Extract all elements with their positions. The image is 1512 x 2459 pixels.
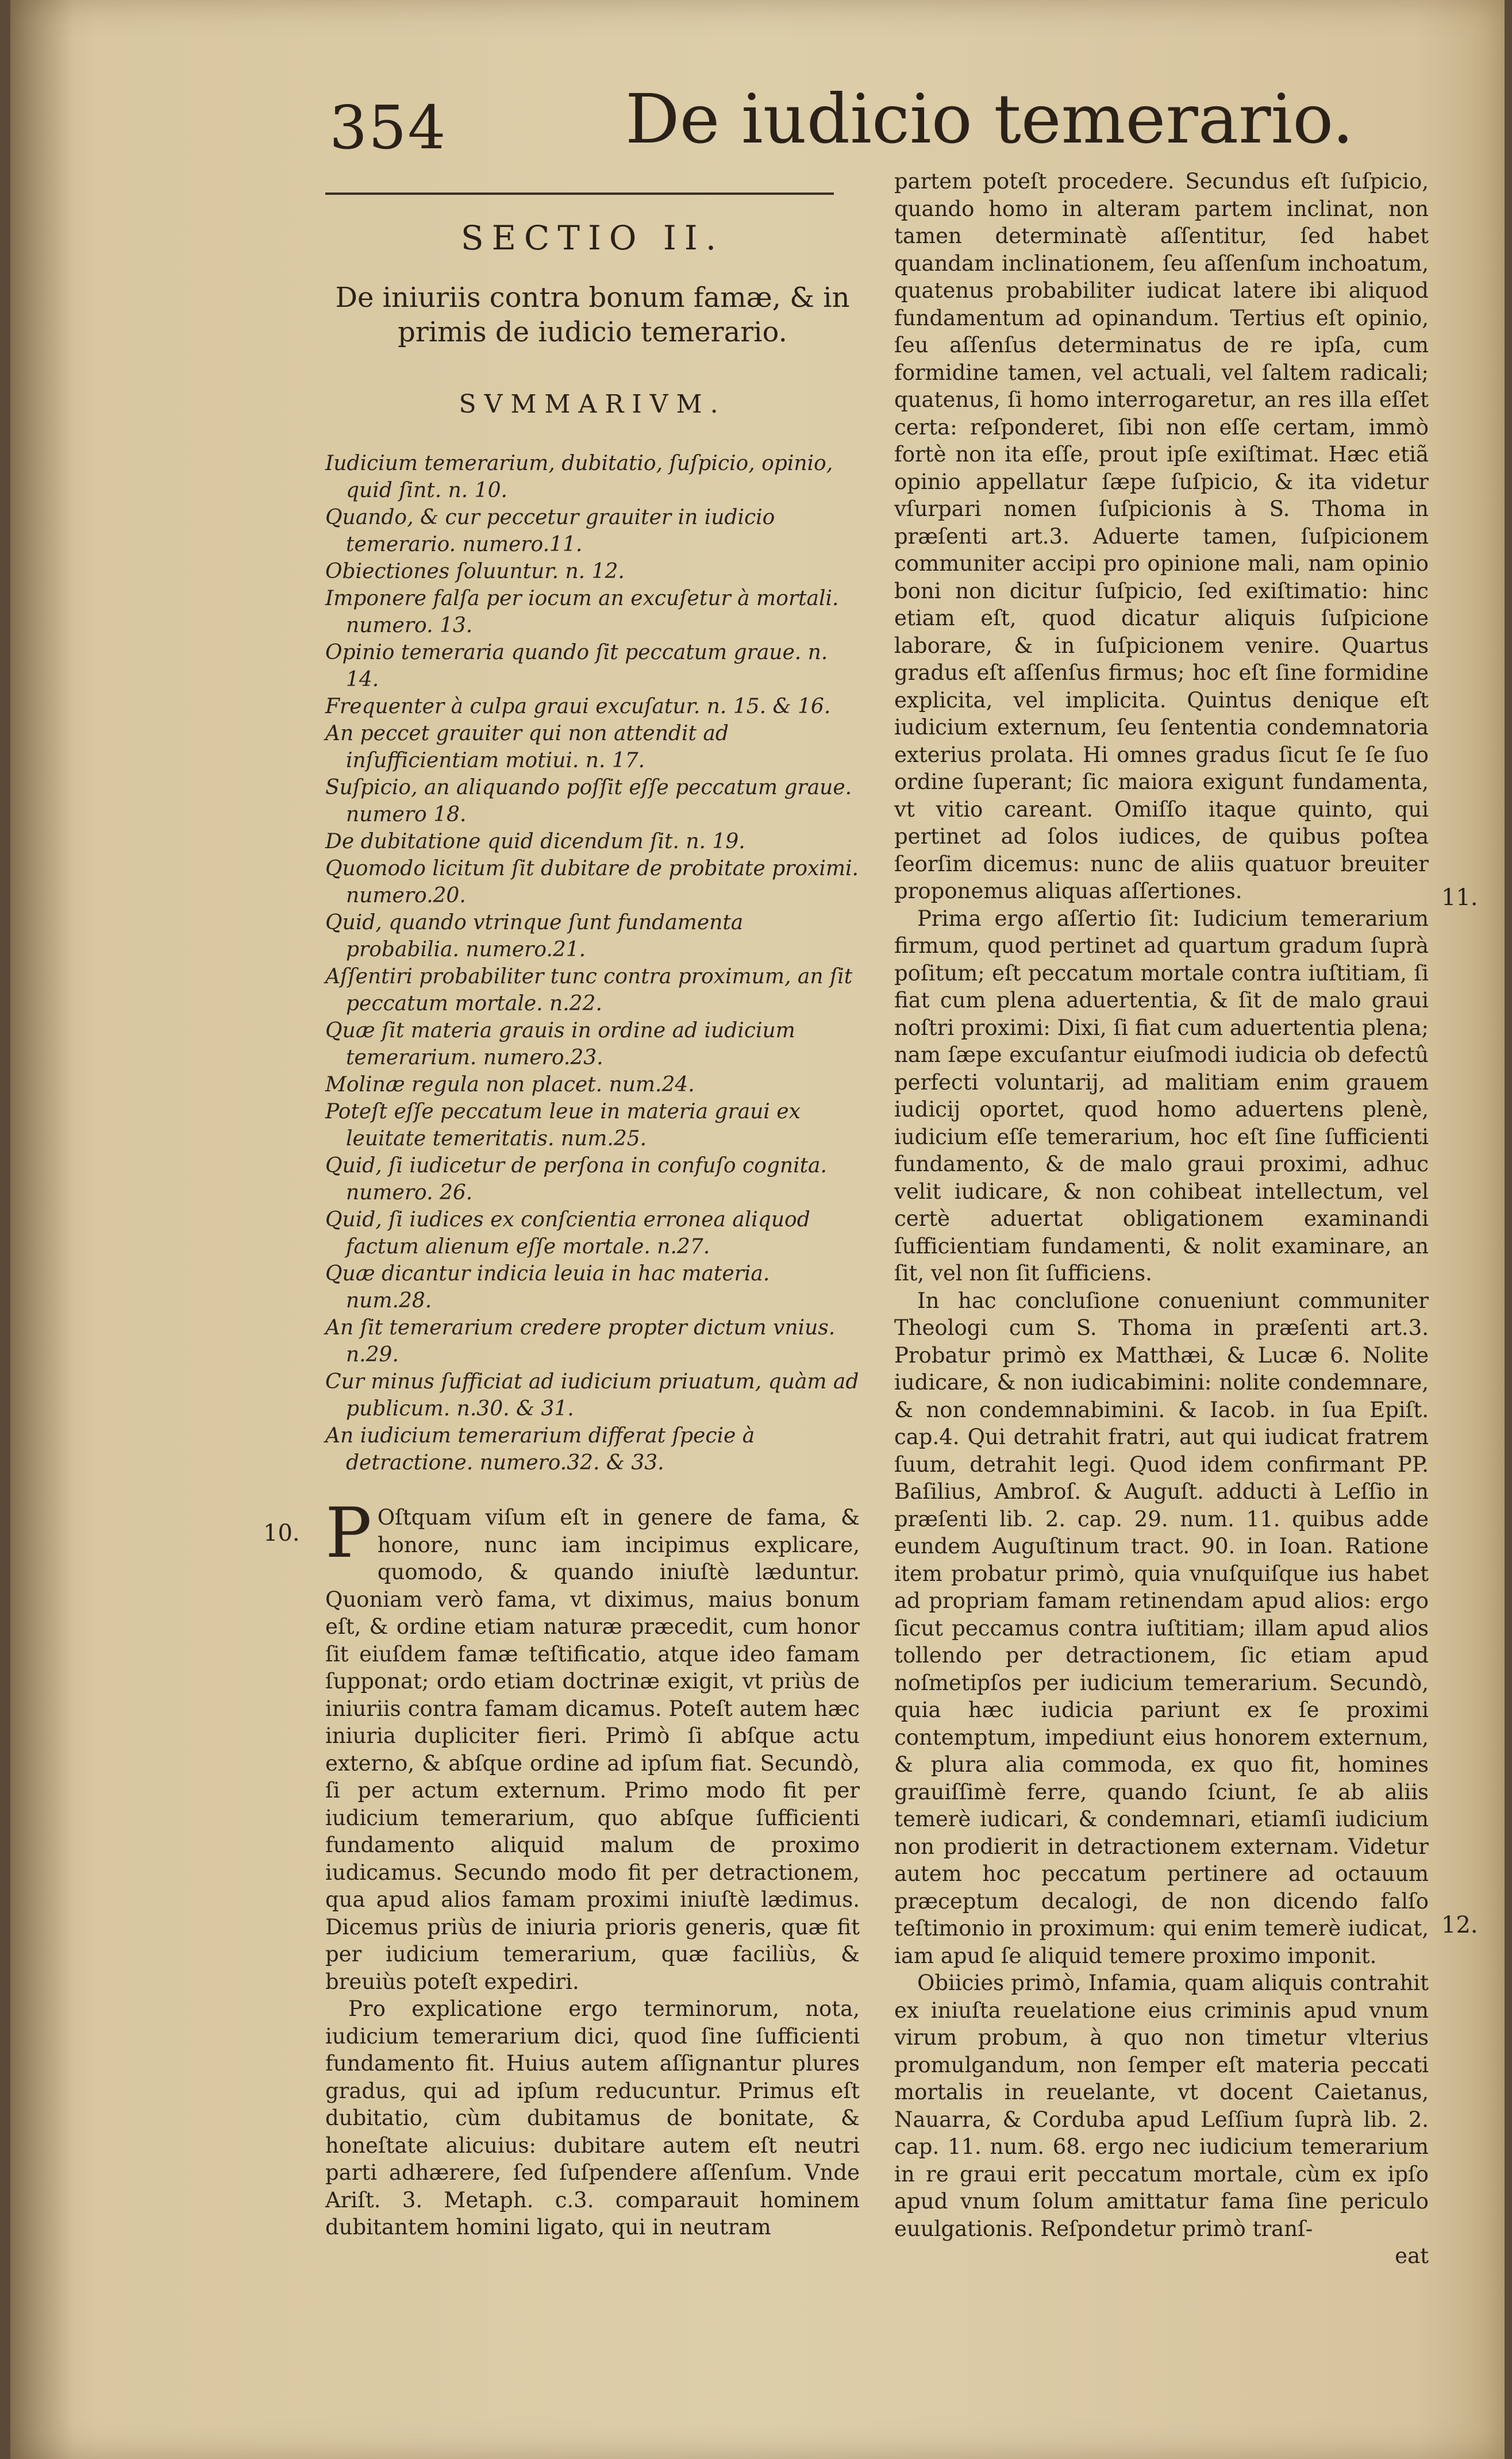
summarium-item: Iudicium temerarium, dubitatio, ſuſpicio, opinio, quid ſint. n. 10.: [325, 452, 833, 502]
summarium-item: An ſit temerarium credere propter dictum vnius. n.29.: [325, 1316, 836, 1367]
summarium-item: Quid, ſi iudicetur de perſona in confuſo cognita. numero. 26.: [325, 1154, 827, 1205]
left-body-text: [325, 1494, 860, 2241]
summarium-item: Cur minus ſufficiat ad iudicium priuatum, quàm ad publicum. n.30. & 31.: [325, 1370, 859, 1421]
summarium-item: Quæ dicantur indicia leuia in hac materia. num.28.: [325, 1262, 770, 1313]
paragraph-text: Oſtquam viſum eſt in genere de fama, & honore, nunc iam incipimus explicare, quomodo, & quando iniuſtè læduntur. Quoniam verò fama, vt diximus, maius bonum eſt, & ordine etiam naturæ præcedit, cum honor ſit eiuſdem famæ teſtificatio, atque ideo famam ſupponat; ordo etiam doctrinæ exigit, vt priùs de iniuriis contra famam dicamus. Poteſt autem hæc iniuria dupliciter fieri. Primò ſi abſque actu externo, & abſque ordine ad ipſum fiat. Secundò, ſi per actum externum. Primo modo fit per iudicium temerarium, quo abſque ſufficienti fundamento aliquid malum de proximo iudicamus. Secundo modo fit per detractionem, qua apud alios famam proximi iniuſtè lædimus. Dicemus priùs de iniuria prioris generis, quæ fit per iudicium temerarium, quæ faciliùs, & breuiùs poteſt expediri.: [325, 1505, 860, 1994]
book-page: [10, 0, 1505, 2459]
paragraph: [894, 1969, 1429, 2242]
summarium-item: De dubitatione quid dicendum ſit. n. 19.: [325, 830, 745, 853]
summarium-item: Imponere falſa per iocum an excuſetur à mortali. numero. 13.: [325, 587, 839, 637]
left-column: [325, 218, 860, 2241]
paragraph: [894, 905, 1429, 1287]
paragraph-text: partem poteſt procedere. Secundus eſt ſuſpicio, quando homo in alteram partem inclinat, non tamen determinatè aſſentitur, ſed habet quandam inclinationem, ſeu aſſenſum inchoatum, quatenus probabiliter iudicat latere ibi aliquod fundamentum ad opinandum. Tertius eſt opinio, ſeu aſſenſus determinatus de re ipſa, cum formidine tamen, vel actuali, vel ſaltem radicali; quatenus, ſi homo interrogaretur, an res illa eſſet certa: reſponderet, ſibi non eſſe certam, immò fortè non ita eſſe, prout ipſe exiſtimat. Hæc etiã opinio appellatur ſæpe ſuſpicio, & ita videtur vſurpari nomen ſuſpicionis à S. Thoma in præſenti art.3. Aduerte tamen, ſuſpicionem communiter accipi pro opinione mali, nam opinio boni non dicitur ſuſpicio, ſed exiſtimatio: hinc etiam eſt, quod dicatur aliquis ſuſpicione laborare, & in ſuſpicionem venire. Quartus gradus eſt aſſenſus firmus; hoc eſt ſine formidine explicita, vel implicita. Quintus denique eſt iudicium externum, ſeu ſententia condemnatoria exterius prolata. Hi omnes gradus ſicut ſe ſe ſuo ordine ſuperant; ſic maiora exigunt fundamenta, vt vitio careant. Omiſſo itaque quinto, qui pertinet ad ſolos iudices, de quibus poſtea ſeorſim dicemus: nunc de aliis quatuor breuiter proponemus aliquas aſſertiones.: [894, 169, 1429, 903]
paragraph-text: Prima ergo aſſertio ſit: Iudicium temerarium firmum, quod pertinet ad quartum gradum ſuprà poſitum; eſt peccatum mortale contra iuſtitiam, ſi fiat cum plena aduertentia, & ſit de malo graui noſtri proximi: Dixi, ſi fiat cum aduertentia plena; nam ſæpe excuſantur eiuſmodi iudicia ob defectû perfecti voluntarij, ad malitiam enim grauem iudicij oportet, quod homo aduertens plenè, iudicium eſſe temerarium, hoc eſt ſine ſufficienti fundamento, & de malo graui proximi, adhuc velit iudicare, & non cohibeat intellectum, vel certè aduertat obligationem examinandi ſufficientiam fundamenti, & nolit examinare, an ſit, vel non ſit ſufficiens.: [894, 906, 1429, 1286]
summarium-item: Quando, & cur peccetur grauiter in iudicio temerario. numero.11.: [325, 506, 775, 556]
paragraph: [325, 1494, 860, 1995]
summarium-item: An peccet grauiter qui non attendit ad inſufficientiam motiui. n. 17.: [325, 722, 729, 772]
summarium-item: Quid, quando vtrinque ſunt fundamenta probabilia. numero.21.: [325, 911, 744, 961]
summarium-item: Obiectiones ſoluuntur. n. 12.: [325, 560, 625, 583]
right-column: [894, 168, 1429, 2269]
drop-capital: P: [325, 1494, 372, 1573]
paragraph-text: Obiicies primò, Infamia, quam aliquis contrahit ex iniuſta reuelatione eius criminis apud vnum virum probum, à quo non timetur vlterius promulgandum, non ſemper eſt materia peccati mortalis in reuelante, vt docent Caietanus, Nauarra, & Corduba apud Leſſium ſuprà lib. 2. cap. 11. num. 68. ergo nec iudicium temerarium in re graui erit peccatum mortale, cùm ex ipſo apud vnum ſolum amittatur fama ſine periculo euulgationis. Reſpondetur primò tranſ-: [894, 1971, 1429, 2241]
margin-number: 12.: [1441, 1912, 1478, 1938]
binding-gutter: [10, 0, 74, 2459]
page-header: [10, 75, 1505, 161]
summarium-item: Suſpicio, an aliquando poſſit eſſe peccatum graue. numero 18.: [325, 776, 852, 826]
paragraph: [325, 1995, 860, 2241]
right-body-text: [894, 168, 1429, 2269]
summarium-heading: SVMMARIVM.: [459, 390, 726, 419]
summarium-item: Aſſentiri probabiliter tunc contra proximum, an ſit peccatum mortale. n.22.: [325, 965, 853, 1015]
running-title: De iudicio temerario.: [625, 79, 1354, 159]
margin-number: 10.: [263, 1520, 300, 1546]
paragraph-text: In hac concluſione conueniunt communiter Theologi cum S. Thoma in præſenti art.3. Probatur primò ex Matthæi, & Lucæ 6. Nolite iudicare, & non iudicabimini: nolite condemnare, & non condemnabimini. & Iacob. in ſua Epiſt. cap.4. Qui detrahit fratri, aut qui iudicat fratrem ſuum, detrahit legi. Quod idem confirmant PP. Baſilius, Ambroſ. & Auguſt. adducti à Leſſio in præſenti lib. 2. cap. 29. num. 11. quibus adde eundem Auguſtinum tract. 90. in Ioan. Ratione item probatur primò, quia vnuſquiſque ius habet ad propriam famam retinendam apud alios: ergo ſicut peccamus contra iuſtitiam; illam apud alios tollendo per detractionem, ſic etiam apud noſmetipſos per iudicium temerarium. Secundò, quia hæc iudicia pariunt ex ſe proximi contemptum, impediunt eius honorem externum, & plura alia commoda, ex quo fit, homines grauiſſimè ferre, quando ſciunt, ſe ab aliis temerè iudicari, & condemnari, etiamſi iudicium non prodierit in detractionem externam. Videtur autem hoc peccatum pertinere ad octauum præceptum decalogi, de non dicendo falſo teſtimonio in proximum: qui enim temerè iudicat, iam apud ſe aliquid temere proximo imponit.: [894, 1288, 1429, 1968]
summarium-list: [325, 450, 860, 1476]
paragraph-text: Pro explicatione ergo terminorum, nota, iudicium temerarium dici, quod ſine ſufficienti fundamento fit. Huius autem aſſignantur plures gradus, qui ad ipſum reducuntur. Primus eſt dubitatio, cùm dubitamus de bonitate, & honeſtate alicuius: dubitare autem eſt neutri parti adhærere, ſed ſuſpendere aſſenſum. Vnde Ariſt. 3. Metaph. c.3. comparauit hominem dubitantem homini ligato, qui in neutram: [325, 1996, 860, 2239]
summarium-item: Frequenter à culpa graui excuſatur. n. 15. & 16.: [325, 695, 831, 718]
summarium-item: Molinæ regula non placet. num.24.: [325, 1073, 695, 1096]
summarium-item: Quid, ſi iudices ex conſcientia erronea aliquod factum alienum eſſe mortale. n.27.: [325, 1208, 810, 1259]
summarium-item: An iudicium temerarium differat ſpecie à detractione. numero.32. & 33.: [325, 1424, 755, 1475]
summarium-item: Quæ ſit materia grauis in ordine ad iudicium temerarium. numero.23.: [325, 1019, 795, 1069]
margin-number: 11.: [1441, 884, 1478, 911]
summarium-item: Quomodo licitum ſit dubitare de probitate proximi. numero.20.: [325, 857, 859, 907]
section-title: De iniuriis contra bonum famæ, & in primis de iudicio temerario.: [335, 282, 850, 348]
summarium-item: Opinio temeraria quando ſit peccatum graue. n. 14.: [325, 641, 828, 691]
catchword: eat: [1395, 2243, 1429, 2268]
summarium-item: Poteſt eſſe peccatum leue in materia graui ex leuitate temeritatis. num.25.: [325, 1100, 801, 1150]
section-heading: SECTIO II.: [460, 218, 725, 257]
paragraph: [894, 168, 1429, 905]
paragraph: [894, 1287, 1429, 1970]
header-rule: [325, 193, 834, 195]
folio-number: 354: [329, 93, 447, 163]
